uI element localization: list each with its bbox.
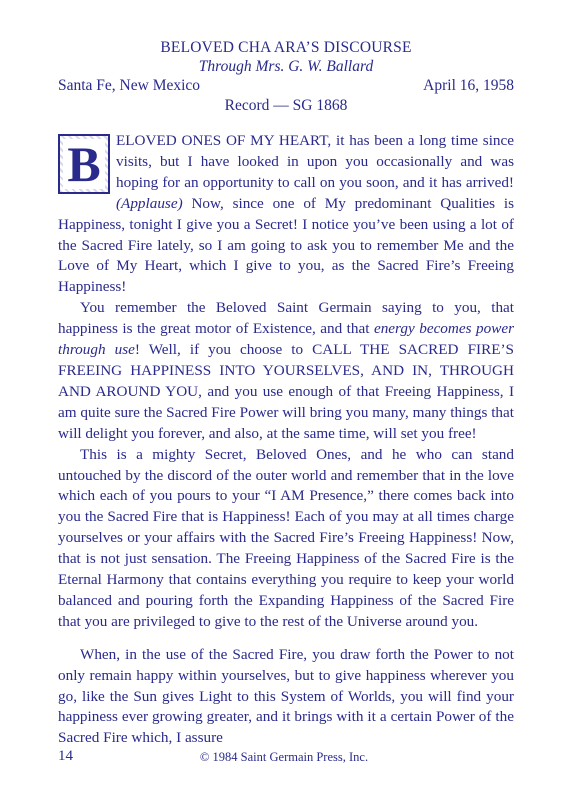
ornamental-dropcap	[58, 134, 110, 194]
paragraph-1-text-a: ELOVED ONES OF MY HEART, it has been a long time since visits, but I have looked in upon you occasionally and was hoping for an opportunity to call on you soon, and it has arrived!	[116, 132, 514, 191]
paragraph-2-emphasis: energy becomes power through use	[58, 320, 514, 359]
dropcap-letter: B	[63, 139, 104, 189]
paragraph-2-text-b: ! Well, if you choose to CALL THE SACRED FIRE’S FREEING HAPPINESS INTO YOURSELVES, AND IN, THROUGH AND AROUND YOU, and you use enough of that Freeing Happiness, I am quite sure the Sacred Fire Power will bring you many, many things that will delight you forever, and also, at the same time, will set you free!	[58, 341, 514, 442]
date: April 16, 1958	[423, 77, 514, 94]
paragraph-3: This is a mighty Secret, Beloved Ones, and he who can stand untouched by the discord of the outer world and remember that in the love which each of you pours to your “I AM Presence,” there comes back into you the Sacred Fire that is Happiness! Each of you may at all times charge yourselves or your affairs with the Sacred Fire’s Freeing Happiness! Now, that is not just sensation. The Freeing Happiness of the Sacred Fire is the Eternal Harmony that contains everything you require to keep your world balanced and pouring forth the Expanding Happiness of the Sacred Fire that you are privileged to give to the rest of the Universe around you.	[58, 445, 514, 630]
page-number: 14	[58, 748, 73, 764]
paragraph-2	[58, 298, 514, 444]
paragraph-4: When, in the use of the Sacred Fire, you draw forth the Power to not only remain happy within yourselves, but to give happiness wherever you go, like the Sun gives Light to this System of Worlds, you will find your happiness ever growing greater, and it brings with it a certain Power of the Sacred Fire which, I assure	[58, 645, 514, 747]
applause-note: (Applause)	[116, 194, 183, 212]
discourse-title: BELOVED CHA ARA’S DISCOURSE	[160, 39, 412, 56]
paragraph-1	[58, 131, 514, 298]
discourse-body	[58, 131, 514, 749]
location: Santa Fe, New Mexico	[58, 77, 201, 94]
discourse-subtitle: Through Mrs. G. W. Ballard	[198, 58, 374, 75]
paragraph-1-text-b: Now, since one of My predominant Qualities is Happiness, tonight I give you a Secret! I notice you’ve been using a lot of the Sacred Fire lately, so I am going to ask you to remember Me and the Love of My Heart, which I give to you, as the Sacred Fire’s Freeing Happiness!	[58, 194, 514, 296]
paragraph-2-text-a: You remember the Beloved Saint Germain saying to you, that happiness is the great motor of Existence, and that	[58, 299, 514, 338]
copyright-notice: © 1984 Saint Germain Press, Inc.	[199, 750, 369, 764]
record-number: Record — SG 1868	[224, 97, 348, 114]
